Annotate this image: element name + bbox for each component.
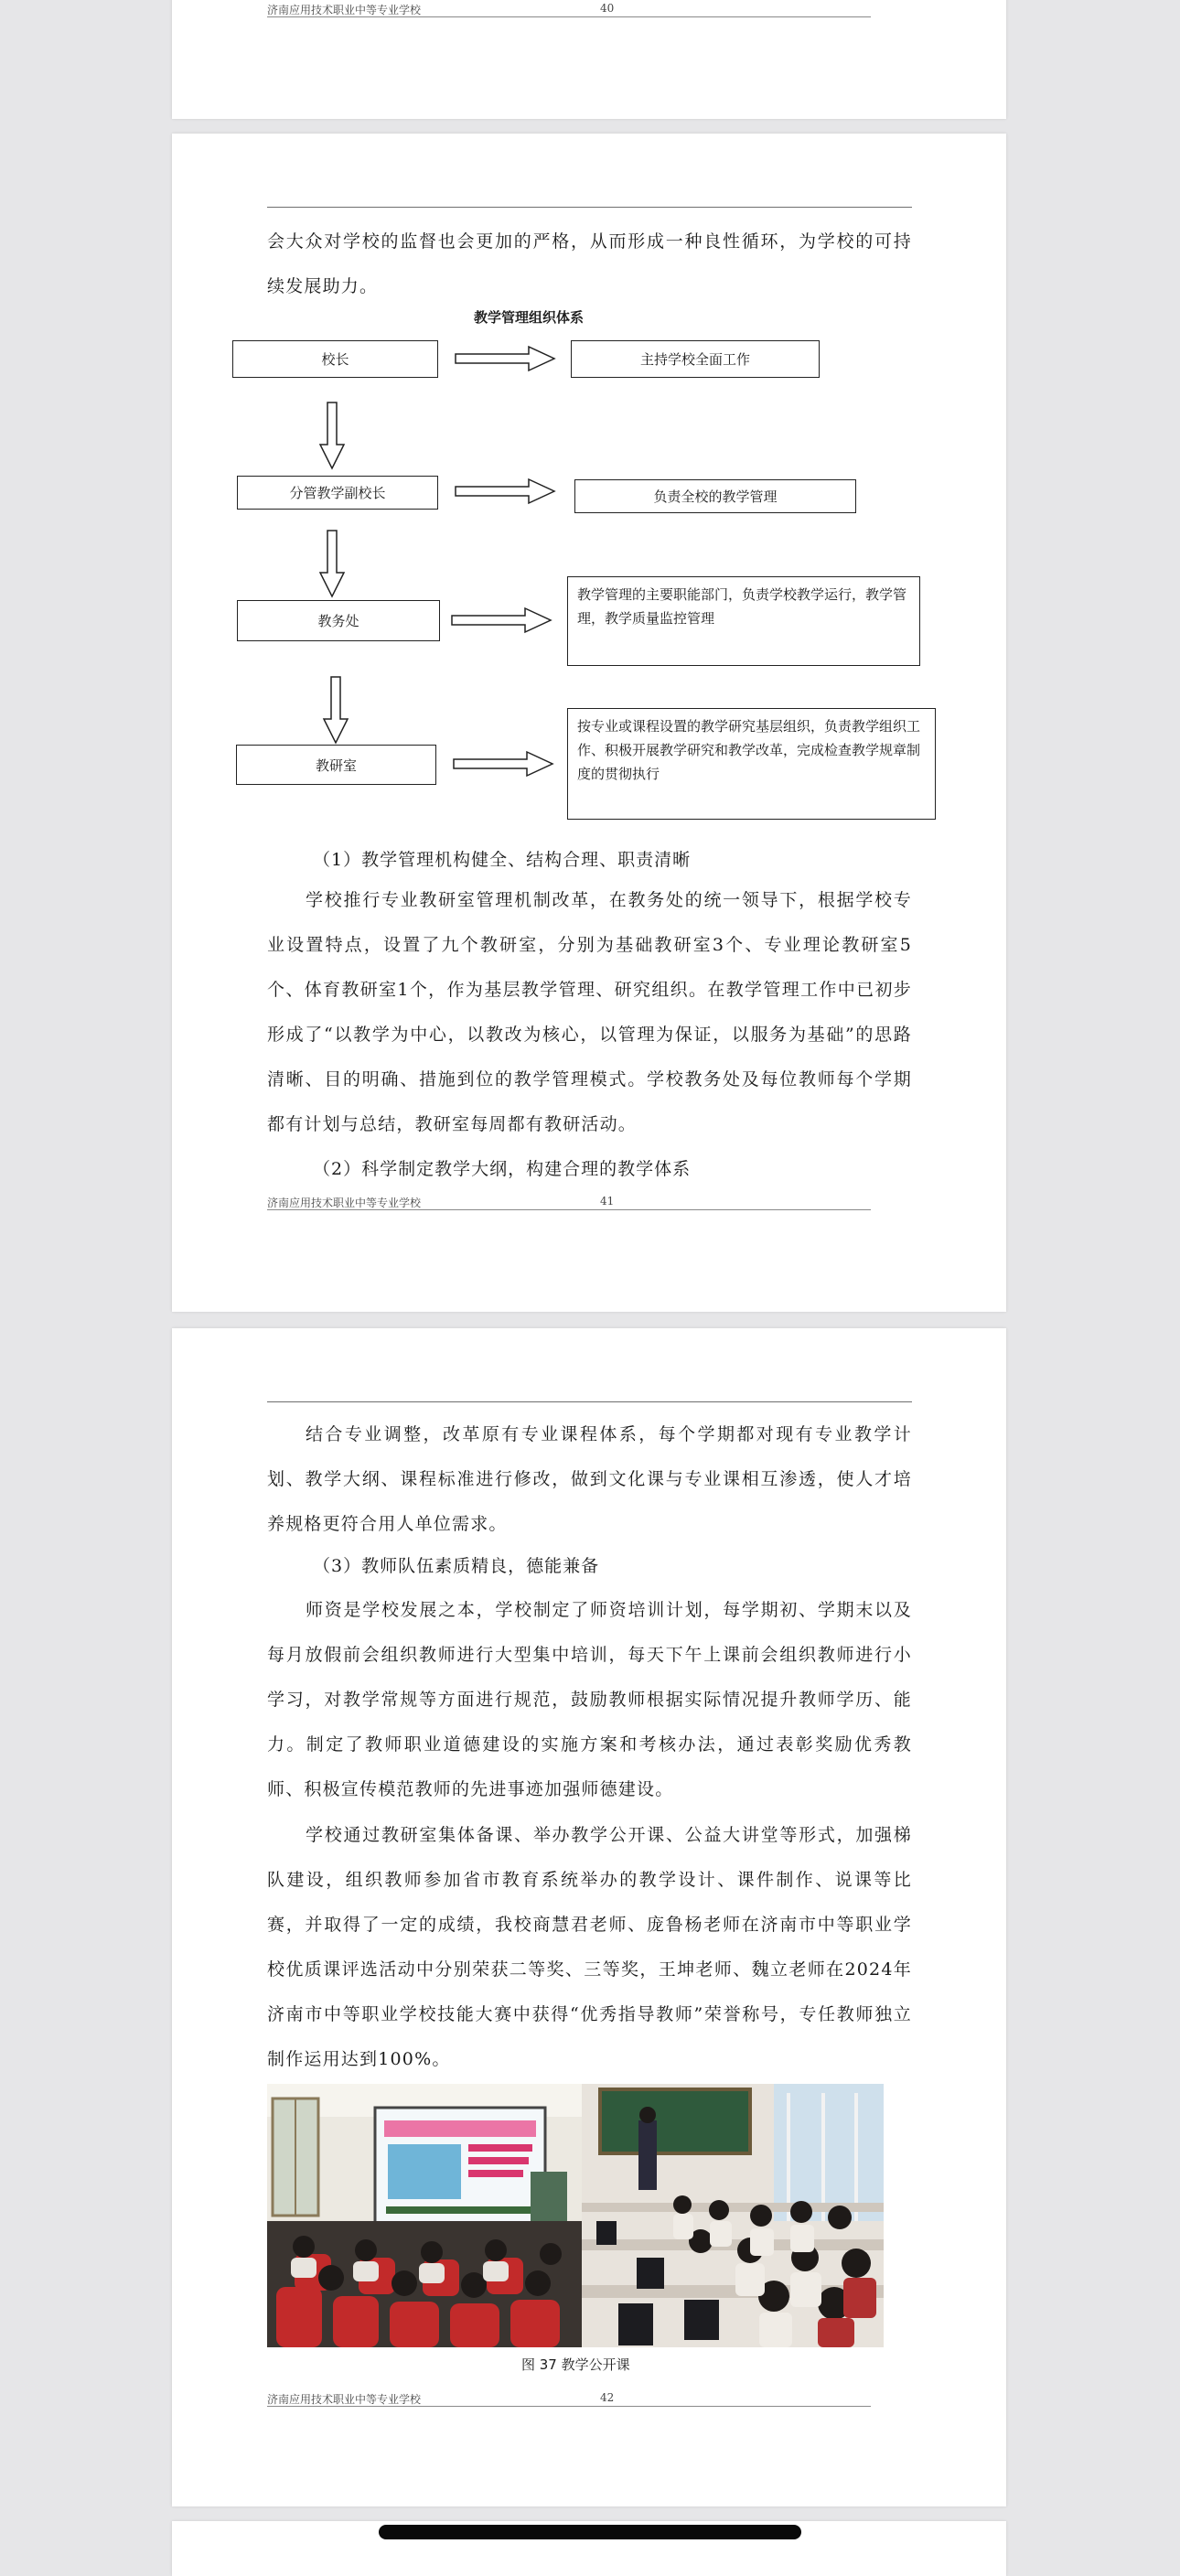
org-duty-box: 主持学校全面工作 <box>571 340 820 378</box>
org-role-box: 分管教学副校长 <box>237 476 438 510</box>
org-role-box: 教务处 <box>237 600 440 641</box>
paragraph: 学校通过教研室集体备课、举办教学公开课、公益大讲堂等形式，加强梯队建设，组织教师参加省市教育系统举办的教学设计、课件制作、说课等比赛，并取得了一定的成绩，我校商慧君老师、庞鲁杨老师在济南市中等职业学校优质课评选活动中分别荣获二等奖、三等奖，王坤老师、魏立老师在2024年济南市中等职业学校技能大赛中获得“优秀指导教师”荣誉称号，专任教师独立制作运用达到100%。 <box>267 1825 912 2069</box>
section-heading: （3）教师队伍素质精良，德能兼备 <box>313 1556 600 1576</box>
org-duty-box: 教学管理的主要职能部门，负责学校教学运行，教学管理，教学质量监控管理 <box>567 576 920 666</box>
paragraph: 结合专业调整，改革原有专业课程体系，每个学期都对现有专业教学计划、教学大纲、课程标准进行修改，做到文化课与专业课相互渗透，使人才培养规格更符合用人单位需求。 <box>267 1424 912 1534</box>
right-arrow-icon <box>456 479 556 503</box>
paragraph: 师资是学校发展之本，学校制定了师资培训计划，每学期初、学期末以及每月放假前会组织教师进行大型集中培训，每天下午上课前会组织教师进行小学习，对教学常规等方面进行规范，鼓励教师根据实际情况提升教师学历、能力。制定了教师职业道德建设的实施方案和考核办法，通过表彰奖励优秀教师、积极宣传模范教师的先进事迹加强师德建设。 <box>267 1600 912 1799</box>
org-duty-box: 负责全校的教学管理 <box>574 479 856 513</box>
footer-school-name: 济南应用技术职业中等专业学校 <box>267 4 422 16</box>
paragraph: 会大众对学校的监督也会更加的严格，从而形成一种良性循环，为学校的可持续发展助力。 <box>267 231 912 296</box>
footer-school-name: 济南应用技术职业中等专业学校 <box>267 2393 422 2406</box>
down-arrow-icon <box>320 531 344 596</box>
footer-page-number: 41 <box>600 1195 615 1208</box>
right-arrow-icon <box>454 752 554 776</box>
home-indicator[interactable] <box>379 2525 801 2539</box>
computer-lab-photo <box>582 2084 884 2347</box>
figure-caption: 图 37 教学公开课 <box>521 2356 630 2373</box>
section-heading: （1）教学管理机构健全、结构合理、职责清晰 <box>313 850 692 870</box>
org-chart-title: 教学管理组织体系 <box>474 309 585 326</box>
org-role-box: 校长 <box>232 340 438 378</box>
page-41 <box>172 134 1006 1312</box>
page-40 <box>172 0 1006 119</box>
page-footer <box>267 4 871 17</box>
footer-school-name: 济南应用技术职业中等专业学校 <box>267 1197 422 1209</box>
page-footer <box>267 1197 871 1210</box>
org-role-box: 教研室 <box>236 745 436 785</box>
down-arrow-icon <box>320 402 344 468</box>
classroom-lecture-photo <box>267 2084 582 2347</box>
page-footer <box>267 2393 871 2407</box>
page-top-rule <box>267 207 912 208</box>
footer-page-number: 40 <box>600 2 615 15</box>
section-heading: （2）科学制定教学大纲，构建合理的教学体系 <box>313 1159 692 1179</box>
paragraph: 学校推行专业教研室管理机制改革，在教务处的统一领导下，根据学校专业设置特点，设置了九个教研室，分别为基础教研室3个、专业理论教研室5个、体育教研室1个，作为基层教学管理、研究组织。在教学管理工作中已初步形成了“以教学为中心，以教改为核心，以管理为保证，以服务为基础”的思路清晰、目的明确、措施到位的教学管理模式。学校教务处及每位教师每个学期都有计划与总结，教研室每周都有教研活动。 <box>267 890 912 1134</box>
footer-page-number: 42 <box>600 2391 615 2404</box>
page-42 <box>172 1328 1006 2506</box>
page-top-rule <box>267 1401 912 1402</box>
down-arrow-icon <box>324 677 348 743</box>
org-duty-box: 按专业或课程设置的教学研究基层组织，负责教学组织工作、积极开展教学研究和教学改革，完成检查教学规章制度的贯彻执行 <box>567 708 936 820</box>
right-arrow-icon <box>452 608 552 632</box>
right-arrow-icon <box>456 347 556 370</box>
